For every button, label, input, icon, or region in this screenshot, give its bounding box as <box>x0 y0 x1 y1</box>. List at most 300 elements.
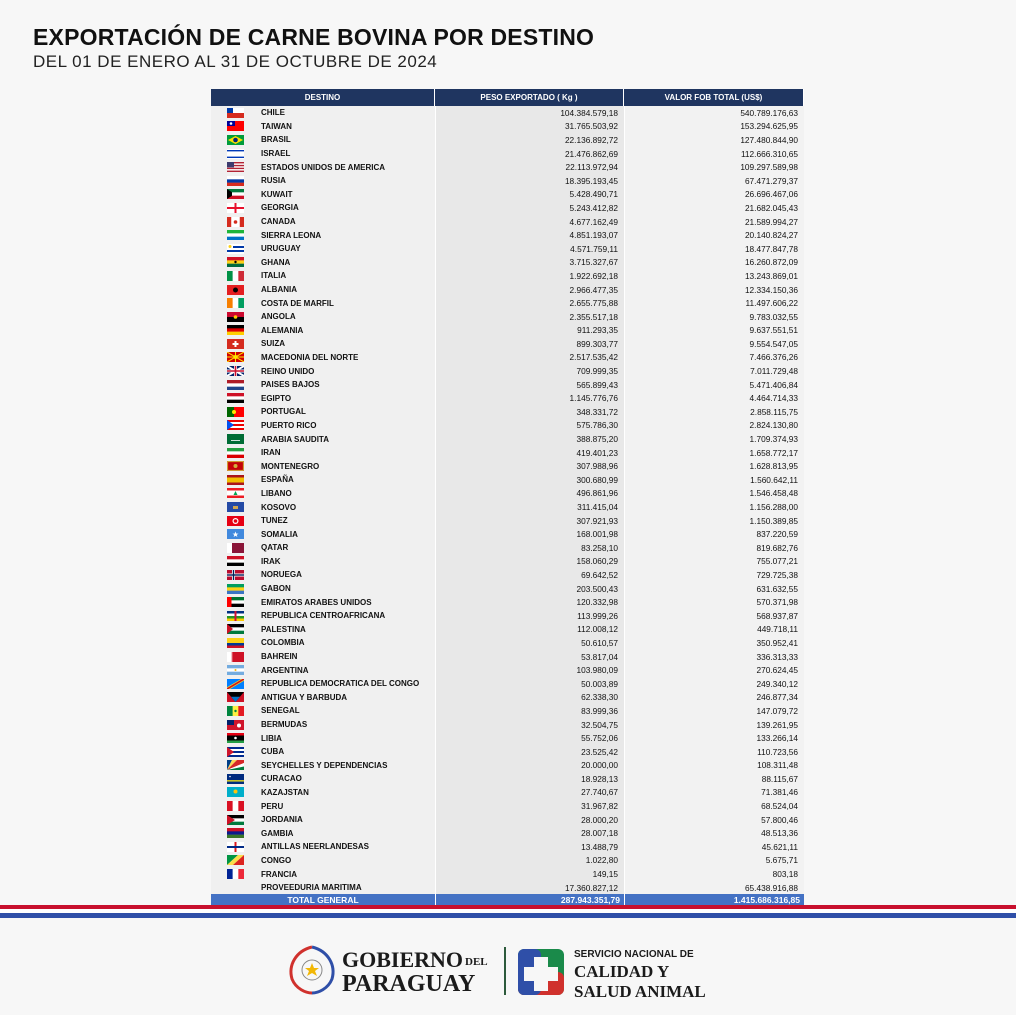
table-row <box>211 704 804 718</box>
destino-cell <box>211 826 435 840</box>
peso-cell: 4.571.759,11 <box>435 242 624 256</box>
destino-name: PALESTINA <box>261 624 306 634</box>
valor-cell: 139.261,95 <box>624 718 804 732</box>
table-row <box>211 691 804 705</box>
table-row <box>211 188 804 202</box>
senacsa-line3: SALUD ANIMAL <box>574 982 706 1001</box>
valor-cell: 631.632,55 <box>624 582 804 596</box>
table-row <box>211 786 804 800</box>
colombia-flag-icon <box>227 638 244 648</box>
valor-cell: 4.464.714,33 <box>624 391 804 405</box>
destino-cell <box>211 867 435 881</box>
table-row <box>211 541 804 555</box>
valor-cell: 9.554.547,05 <box>624 337 804 351</box>
table-row <box>211 582 804 596</box>
valor-cell: 88.115,67 <box>624 772 804 786</box>
peso-cell: 112.008,12 <box>435 623 624 637</box>
destino-name: ESTADOS UNIDOS DE AMERICA <box>261 162 386 172</box>
valor-cell: 819.682,76 <box>624 541 804 555</box>
senacsa-cross-icon <box>518 949 564 995</box>
valor-cell: 570.371,98 <box>624 595 804 609</box>
peso-cell: 55.752,06 <box>435 731 624 745</box>
destino-name: ESPAÑA <box>261 475 294 485</box>
destino-cell <box>211 201 435 215</box>
peso-cell: 18.395.193,45 <box>435 174 624 188</box>
table-row <box>211 650 804 664</box>
bahrein-flag-icon <box>227 652 244 662</box>
destino-name: REPUBLICA CENTROAFRICANA <box>261 611 386 621</box>
valor-cell: 13.243.869,01 <box>624 269 804 283</box>
valor-cell: 16.260.872,09 <box>624 256 804 270</box>
valor-cell: 350.952,41 <box>624 636 804 650</box>
peso-cell: 2.517.535,42 <box>435 351 624 365</box>
table-row <box>211 215 804 229</box>
peso-cell: 388.875,20 <box>435 432 624 446</box>
table-body <box>211 106 804 894</box>
valor-cell: 109.297.589,98 <box>624 160 804 174</box>
libano-flag-icon <box>227 488 244 498</box>
destino-cell <box>211 337 435 351</box>
table-row <box>211 772 804 786</box>
peso-cell: 62.338,30 <box>435 691 624 705</box>
brasil-flag-icon <box>227 135 244 145</box>
destino-name: BAHREIN <box>261 652 298 662</box>
irak-flag-icon <box>227 556 244 566</box>
table-row <box>211 324 804 338</box>
destino-name: ARABIA SAUDITA <box>261 434 329 444</box>
valor-cell: 270.624,45 <box>624 663 804 677</box>
valor-cell: 127.480.844,90 <box>624 133 804 147</box>
table-row <box>211 745 804 759</box>
destino-cell <box>211 731 435 745</box>
destino-name: KAZAJSTAN <box>261 787 309 797</box>
valor-cell: 729.725,38 <box>624 568 804 582</box>
bermudas-flag-icon <box>227 720 244 730</box>
chile-flag-icon <box>227 108 244 118</box>
destino-name: COLOMBIA <box>261 638 305 648</box>
table-row <box>211 840 804 854</box>
destino-cell <box>211 324 435 338</box>
portugal-flag-icon <box>227 407 244 417</box>
peso-cell: 28.000,20 <box>435 813 624 827</box>
table-row <box>211 242 804 256</box>
table-row <box>211 432 804 446</box>
destino-name: GAMBIA <box>261 828 294 838</box>
peso-cell: 2.966.477,35 <box>435 283 624 297</box>
destino-name: IRAK <box>261 556 281 566</box>
destino-name: TAIWAN <box>261 121 292 131</box>
table-row <box>211 269 804 283</box>
destino-cell <box>211 215 435 229</box>
canada-flag-icon <box>227 217 244 227</box>
destino-cell <box>211 854 435 868</box>
table-row <box>211 609 804 623</box>
valor-cell: 755.077,21 <box>624 555 804 569</box>
valor-cell: 7.466.376,26 <box>624 351 804 365</box>
destino-cell <box>211 555 435 569</box>
total-row <box>211 894 804 905</box>
ghana-flag-icon <box>227 257 244 267</box>
valor-cell: 21.589.994,27 <box>624 215 804 229</box>
destino-name: ISRAEL <box>261 149 291 159</box>
curacao-flag-icon <box>227 774 244 784</box>
destino-name: GHANA <box>261 257 291 267</box>
valor-cell: 5.471.406,84 <box>624 378 804 392</box>
table-row <box>211 174 804 188</box>
valor-cell: 65.438.916,88 <box>624 881 804 895</box>
table-row <box>211 731 804 745</box>
libia-flag-icon <box>227 733 244 743</box>
tunez-flag-icon <box>227 516 244 526</box>
destino-cell <box>211 378 435 392</box>
table-row <box>211 881 804 895</box>
destino-name: PORTUGAL <box>261 407 306 417</box>
valor-cell: 12.334.150,36 <box>624 283 804 297</box>
footer-logos <box>0 935 1016 1005</box>
senacsa-line1: SERVICIO NACIONAL DE <box>574 949 694 960</box>
destino-cell <box>211 160 435 174</box>
table-row <box>211 623 804 637</box>
destino-name: PUERTO RICO <box>261 420 317 430</box>
peso-cell: 575.786,30 <box>435 419 624 433</box>
costa-de-marfil-flag-icon <box>227 298 244 308</box>
peso-cell: 311.415,04 <box>435 500 624 514</box>
destino-name: BERMUDAS <box>261 720 308 730</box>
destino-cell <box>211 840 435 854</box>
peso-cell: 120.332,98 <box>435 595 624 609</box>
destino-name: SUIZA <box>261 339 285 349</box>
destino-name: MACEDONIA DEL NORTE <box>261 352 359 362</box>
valor-cell: 112.666.310,65 <box>624 147 804 161</box>
destino-name: PERU <box>261 801 284 811</box>
destino-name: EMIRATOS ARABES UNIDOS <box>261 597 372 607</box>
destino-cell <box>211 704 435 718</box>
table-row <box>211 595 804 609</box>
table-header <box>211 89 804 106</box>
peso-cell: 20.000,00 <box>435 759 624 773</box>
page-subtitle: DEL 01 DE ENERO AL 31 DE OCTUBRE DE 2024 <box>33 52 438 71</box>
valor-cell: 1.150.389,85 <box>624 514 804 528</box>
kosovo-flag-icon <box>227 502 244 512</box>
macedonia-flag-icon <box>227 352 244 362</box>
destino-name: LIBIA <box>261 733 282 743</box>
destino-cell <box>211 269 435 283</box>
peso-cell: 709.999,35 <box>435 364 624 378</box>
paises-bajos-flag-icon <box>227 380 244 390</box>
destino-name: ANTILLAS NEERLANDESAS <box>261 842 370 852</box>
valor-cell: 26.696.467,06 <box>624 188 804 202</box>
valor-cell: 2.824.130,80 <box>624 419 804 433</box>
destino-cell <box>211 718 435 732</box>
destino-cell <box>211 419 435 433</box>
destino-name: ANGOLA <box>261 312 296 322</box>
peso-cell: 32.504,75 <box>435 718 624 732</box>
peso-cell: 50.610,57 <box>435 636 624 650</box>
total-peso: 287.943.351,79 <box>435 894 624 905</box>
gob-del: DEL <box>465 956 488 968</box>
table-row <box>211 473 804 487</box>
gob-line2: PARAGUAY <box>342 971 476 997</box>
destino-name: ITALIA <box>261 271 287 281</box>
puerto-rico-flag-icon <box>227 420 244 430</box>
peso-cell: 1.145.776,76 <box>435 391 624 405</box>
valor-cell: 147.079,72 <box>624 704 804 718</box>
emiratos-flag-icon <box>227 597 244 607</box>
table-row <box>211 636 804 650</box>
destino-name: NORUEGA <box>261 570 302 580</box>
destino-cell <box>211 500 435 514</box>
export-table <box>211 89 804 905</box>
table-row <box>211 568 804 582</box>
destino-cell <box>211 799 435 813</box>
destino-name: GEORGIA <box>261 203 299 213</box>
peso-cell: 69.642,52 <box>435 568 624 582</box>
somalia-flag-icon <box>227 529 244 539</box>
gabon-flag-icon <box>227 584 244 594</box>
destino-name: REPUBLICA DEMOCRATICA DEL CONGO <box>261 679 420 689</box>
antillas-flag-icon <box>227 842 244 852</box>
destino-name: SIERRA LEONA <box>261 230 322 240</box>
destino-name: BRASIL <box>261 135 291 145</box>
destino-cell <box>211 459 435 473</box>
destino-name: FRANCIA <box>261 869 297 879</box>
table-row <box>211 867 804 881</box>
destino-name: URUGUAY <box>261 244 301 254</box>
peso-cell: 2.355.517,18 <box>435 310 624 324</box>
table-row <box>211 759 804 773</box>
francia-flag-icon <box>227 869 244 879</box>
valor-cell: 110.723,56 <box>624 745 804 759</box>
table-row <box>211 514 804 528</box>
destino-cell <box>211 623 435 637</box>
gob-line1: GOBIERNO <box>342 947 464 972</box>
peso-cell: 21.476.862,69 <box>435 147 624 161</box>
peso-cell: 31.765.503,92 <box>435 120 624 134</box>
destino-cell <box>211 473 435 487</box>
peso-cell: 83.258,10 <box>435 541 624 555</box>
table-row <box>211 228 804 242</box>
valor-cell: 1.709.374,93 <box>624 432 804 446</box>
destino-cell <box>211 174 435 188</box>
table-row <box>211 555 804 569</box>
destino-cell <box>211 568 435 582</box>
table-row <box>211 120 804 134</box>
total-label: TOTAL GENERAL <box>287 894 359 905</box>
valor-cell: 1.658.772,17 <box>624 446 804 460</box>
valor-cell: 11.497.606,22 <box>624 296 804 310</box>
page-title: EXPORTACIÓN DE CARNE BOVINA POR DESTINO <box>33 24 595 50</box>
peso-cell: 565.899,43 <box>435 378 624 392</box>
peso-cell: 31.967,82 <box>435 799 624 813</box>
peso-cell: 28.007,18 <box>435 826 624 840</box>
valor-cell: 45.621,11 <box>624 840 804 854</box>
destino-cell <box>211 527 435 541</box>
espana-flag-icon <box>227 475 244 485</box>
valor-cell: 1.546.458,48 <box>624 487 804 501</box>
destino-cell <box>211 650 435 664</box>
table-row <box>211 351 804 365</box>
taiwan-flag-icon <box>227 121 244 131</box>
valor-cell: 67.471.279,37 <box>624 174 804 188</box>
table-row <box>211 419 804 433</box>
destino-name: GABON <box>261 584 291 594</box>
destino-cell <box>211 759 435 773</box>
destino-name: CONGO <box>261 855 292 865</box>
destino-name: LIBANO <box>261 488 292 498</box>
peso-cell: 27.740,67 <box>435 786 624 800</box>
israel-flag-icon <box>227 149 244 159</box>
table-row <box>211 813 804 827</box>
table-row <box>211 256 804 270</box>
argentina-flag-icon <box>227 665 244 675</box>
georgia-flag-icon <box>227 203 244 213</box>
valor-cell: 153.294.625,95 <box>624 120 804 134</box>
total-valor: 1.415.686.316,85 <box>624 894 804 905</box>
table-row <box>211 310 804 324</box>
destino-name: SENEGAL <box>261 706 300 716</box>
table-row <box>211 487 804 501</box>
valor-cell: 568.937,87 <box>624 609 804 623</box>
destino-cell <box>211 514 435 528</box>
table-row <box>211 337 804 351</box>
destino-name: SEYCHELLES Y DEPENDENCIAS <box>261 760 388 770</box>
valor-cell: 57.800,46 <box>624 813 804 827</box>
table-row <box>211 106 804 120</box>
seychelles-flag-icon <box>227 760 244 770</box>
destino-name: SOMALIA <box>261 529 298 539</box>
table-row <box>211 718 804 732</box>
destino-cell <box>211 813 435 827</box>
peso-cell: 348.331,72 <box>435 405 624 419</box>
congo-flag-icon <box>227 855 244 865</box>
table-row <box>211 364 804 378</box>
table-row <box>211 147 804 161</box>
destino-name: KOSOVO <box>261 502 297 512</box>
destino-name: ANTIGUA Y BARBUDA <box>261 692 348 702</box>
destino-cell <box>211 256 435 270</box>
montenegro-flag-icon <box>227 461 244 471</box>
destino-cell <box>211 120 435 134</box>
destino-cell <box>211 351 435 365</box>
destino-cell <box>211 881 435 895</box>
valor-cell: 2.858.115,75 <box>624 405 804 419</box>
destino-name: CURACAO <box>261 774 302 784</box>
destino-cell <box>211 391 435 405</box>
table-row <box>211 446 804 460</box>
valor-cell: 68.524,04 <box>624 799 804 813</box>
iran-flag-icon <box>227 448 244 458</box>
valor-cell: 7.011.729,48 <box>624 364 804 378</box>
destino-cell <box>211 582 435 596</box>
flag-stripe <box>0 905 1016 919</box>
palestina-flag-icon <box>227 624 244 634</box>
peso-cell: 53.817,04 <box>435 650 624 664</box>
usa-flag-icon <box>227 162 244 172</box>
destino-name: IRAN <box>261 448 281 458</box>
destino-cell <box>211 541 435 555</box>
peso-cell: 17.360.827,12 <box>435 881 624 895</box>
peso-cell: 307.988,96 <box>435 459 624 473</box>
valor-cell: 9.783.032,55 <box>624 310 804 324</box>
destino-cell <box>211 487 435 501</box>
valor-cell: 449.718,11 <box>624 623 804 637</box>
destino-cell <box>211 405 435 419</box>
destino-name: REINO UNIDO <box>261 366 315 376</box>
destino-cell <box>211 677 435 691</box>
table-row <box>211 677 804 691</box>
table-row <box>211 405 804 419</box>
destino-cell <box>211 595 435 609</box>
column-header-destino: DESTINO <box>211 89 435 106</box>
destino-name: PAISES BAJOS <box>261 380 320 390</box>
valor-cell: 803,18 <box>624 867 804 881</box>
table-row <box>211 283 804 297</box>
valor-cell: 540.789.176,63 <box>624 106 804 120</box>
peso-cell: 307.921,93 <box>435 514 624 528</box>
rd-congo-flag-icon <box>227 679 244 689</box>
valor-cell: 246.877,34 <box>624 691 804 705</box>
sierra-leona-flag-icon <box>227 230 244 240</box>
table-row <box>211 854 804 868</box>
peso-cell: 5.428.490,71 <box>435 188 624 202</box>
destino-name: CUBA <box>261 747 285 757</box>
senegal-flag-icon <box>227 706 244 716</box>
destino-name: PROVEEDURIA MARITIMA <box>261 883 362 893</box>
alemania-flag-icon <box>227 325 244 335</box>
destino-cell <box>211 242 435 256</box>
blank-flag-icon <box>227 883 244 893</box>
paraguay-seal-icon <box>291 947 333 993</box>
peso-cell: 899.303,77 <box>435 337 624 351</box>
peso-cell: 149,15 <box>435 867 624 881</box>
destino-cell <box>211 772 435 786</box>
table-row <box>211 663 804 677</box>
peso-cell: 4.851.193,07 <box>435 228 624 242</box>
peso-cell: 23.525,42 <box>435 745 624 759</box>
table-row <box>211 500 804 514</box>
angola-flag-icon <box>227 312 244 322</box>
destino-name: KUWAIT <box>261 189 293 199</box>
qatar-flag-icon <box>227 543 244 553</box>
destino-name: JORDANIA <box>261 815 303 825</box>
destino-cell <box>211 636 435 650</box>
suiza-flag-icon <box>227 339 244 349</box>
destino-name: COSTA DE MARFIL <box>261 298 334 308</box>
destino-cell <box>211 364 435 378</box>
kuwait-flag-icon <box>227 189 244 199</box>
table-row <box>211 201 804 215</box>
destino-cell <box>211 786 435 800</box>
table-row <box>211 133 804 147</box>
destino-cell <box>211 691 435 705</box>
destino-cell <box>211 106 435 120</box>
column-header-valor: VALOR FOB TOTAL (US$) <box>624 89 804 106</box>
table-row <box>211 296 804 310</box>
peso-cell: 1.022,80 <box>435 854 624 868</box>
peso-cell: 83.999,36 <box>435 704 624 718</box>
peso-cell: 4.677.162,49 <box>435 215 624 229</box>
valor-cell: 1.628.813,95 <box>624 459 804 473</box>
valor-cell: 108.311,48 <box>624 759 804 773</box>
italia-flag-icon <box>227 271 244 281</box>
peso-cell: 168.001,98 <box>435 527 624 541</box>
antigua-flag-icon <box>227 692 244 702</box>
table-row <box>211 527 804 541</box>
destino-cell <box>211 296 435 310</box>
kazajstan-flag-icon <box>227 787 244 797</box>
centroafricana-flag-icon <box>227 611 244 621</box>
peso-cell: 104.384.579,18 <box>435 106 624 120</box>
